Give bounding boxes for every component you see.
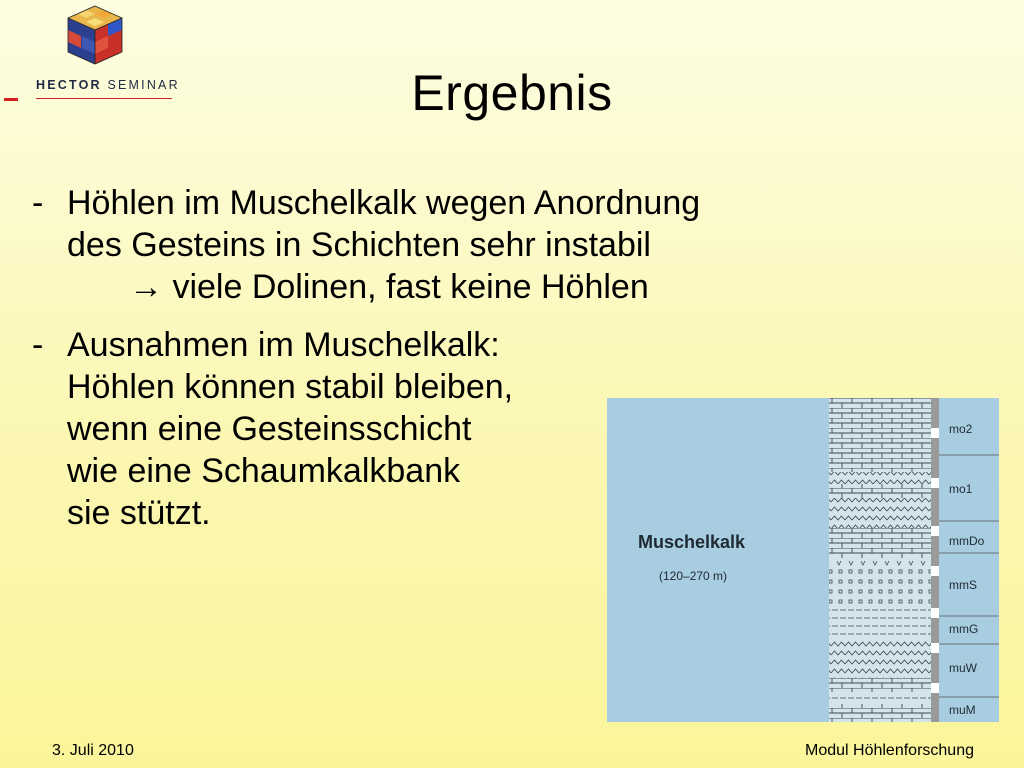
- bullet-line: Höhlen im Muschelkalk wegen Anordnung: [67, 184, 701, 222]
- figure-heading: Muschelkalk: [638, 532, 746, 552]
- layer-label-mmg: mmG: [949, 622, 979, 636]
- bullet-line: Ausnahmen im Muschelkalk:: [67, 326, 500, 364]
- bullet-dash: -: [32, 184, 44, 222]
- bullet-line: wie eine Schaumkalkbank: [67, 452, 461, 490]
- bullet-line-arrow: → viele Dolinen, fast keine Höhlen: [129, 268, 649, 306]
- layer-label-mo2: mo2: [949, 422, 973, 436]
- layer-label-mum: muM: [949, 703, 976, 717]
- figure-range: (120–270 m): [659, 569, 728, 583]
- bullet-line: sie stützt.: [67, 494, 211, 532]
- layer-label-muw: muW: [949, 661, 977, 675]
- stratigraphy-diagram: [607, 398, 999, 722]
- bullet-line: Höhlen können stabil bleiben,: [67, 368, 514, 406]
- muschelkalk-stratigraphy-figure: [607, 398, 999, 722]
- bullet-dash: -: [32, 326, 44, 364]
- layer-label-mms: mmS: [949, 578, 977, 592]
- bullet-item: [32, 324, 700, 534]
- slide-title: Ergebnis: [411, 65, 613, 121]
- layer-label-mmdo: mmDo: [949, 534, 985, 548]
- bullet-item: [32, 182, 700, 308]
- footer-date: 3. Juli 2010: [52, 742, 134, 759]
- footer-module: Modul Höhlenforschung: [805, 742, 974, 759]
- rubik-cube-icon: [60, 4, 130, 70]
- bullet-line: wenn eine Gesteinsschicht: [67, 410, 472, 448]
- bullet-line: des Gesteins in Schichten sehr instabil: [67, 226, 651, 264]
- logo-wordmark: HECTOR SEMINAR: [36, 78, 180, 92]
- layer-label-mo1: mo1: [949, 482, 973, 496]
- bullet-list: [32, 182, 700, 534]
